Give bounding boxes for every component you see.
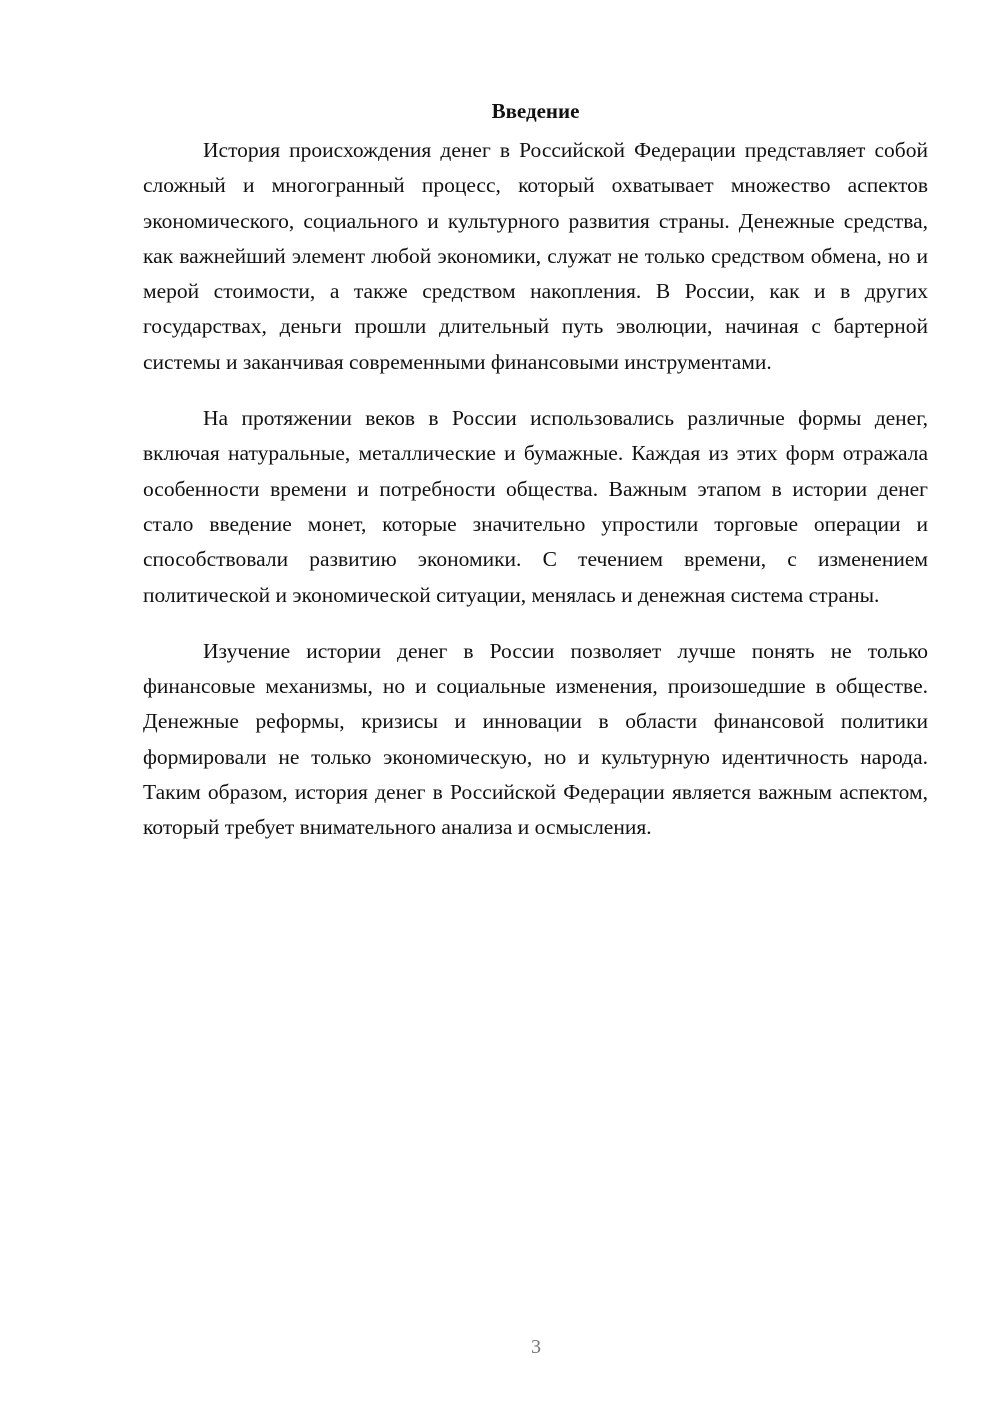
paragraph-1: История происхождения денег в Российской Федерации представляет собой сложный и многогранный процесс, который охватывает множество аспектов экономического, социального и культурного развития страны. Денежные средства, как важнейший элемент любой экономики, служат не только средством обмена, но и мерой стоимости, а также средством накопления. В России, как и в других государствах, деньги прошли длительный путь эволюции, начиная с бартерной системы и заканчивая современными финансовыми инструментами. bbox=[143, 138, 928, 374]
paragraph-3: Изучение истории денег в России позволяет лучше понять не только финансовые механизмы, но и социальные изменения, произошедшие в обществе. Денежные реформы, кризисы и инновации в области финансовой политики формировали не только экономическую, но и культурную идентичность народа. Таким образом, история денег в Российской Федерации является важным аспектом, который требует внимательного анализа и осмысления. bbox=[143, 638, 928, 840]
section-heading: Введение bbox=[491, 99, 580, 123]
paragraph-2: На протяжении веков в России использовались различные формы денег, включая натуральные, металлические и бумажные. Каждая из этих форм отражала особенности времени и потребности общества. Важным этапом в истории денег стало введение монет, которые значительно упростили торговые операции и способствовали развитию экономики. С течением времени, с изменением политической и экономической ситуации, менялась и денежная система страны. bbox=[143, 406, 928, 607]
page-number: 3 bbox=[531, 1336, 541, 1358]
page-content bbox=[143, 97, 928, 867]
